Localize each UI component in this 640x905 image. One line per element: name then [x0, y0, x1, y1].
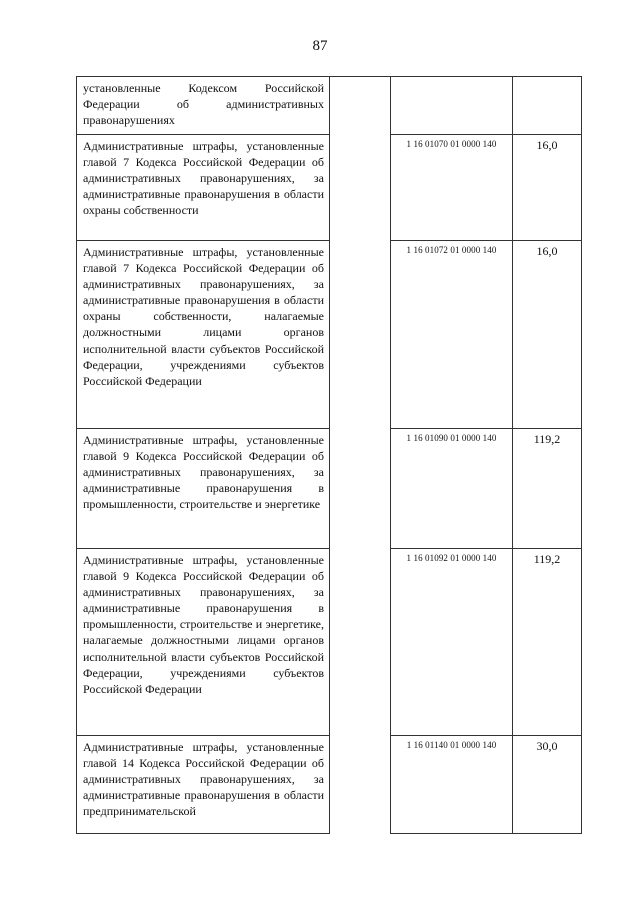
- revenue-amount: [513, 77, 582, 135]
- revenue-amount: 16,0: [513, 241, 582, 429]
- revenue-name: Административные штрафы, установленные главой 9 Кодекса Российской Федерации об административных правонарушениях, за административные правонарушения в промышленности, строительстве и энергетике, налагаемые должностными лицами органов исполнительной власти субъектов Российской Федерации, учреждениями субъектов Российской Федерации: [83, 553, 324, 696]
- page-number: 87: [312, 38, 328, 54]
- revenue-code: 1 16 01092 01 0000 140: [391, 549, 513, 736]
- revenue-name: Административные штрафы, установленные главой 7 Кодекса Российской Федерации об административных правонарушениях, за административные правонарушения в области охраны собственности, налагаемые должностными лицами органов исполнительной власти субъектов Российской Федерации, учреждениями субъектов Российской Федерации: [83, 245, 324, 388]
- blank-cell: [330, 77, 391, 135]
- revenue-name: Административные штрафы, установленные главой 9 Кодекса Российской Федерации об административных правонарушениях, за административные правонарушения в промышленности, строительстве и энергетике: [83, 433, 324, 512]
- blank-cell: [330, 135, 391, 241]
- revenue-name-cell: [77, 736, 330, 834]
- blank-cell: [330, 241, 391, 429]
- revenue-code: [391, 77, 513, 135]
- revenue-name-cell: [77, 429, 330, 549]
- revenue-amount: 119,2: [513, 429, 582, 549]
- table-row: [77, 549, 582, 736]
- table-row: [77, 736, 582, 834]
- blank-cell: [330, 429, 391, 549]
- table-row: [77, 77, 582, 135]
- revenue-code: 1 16 01072 01 0000 140: [391, 241, 513, 429]
- blank-cell: [330, 549, 391, 736]
- revenue-name: Административные штрафы, установленные главой 7 Кодекса Российской Федерации об административных правонарушениях, за административные правонарушения в области охраны собственности: [83, 139, 324, 218]
- revenue-amount: 119,2: [513, 549, 582, 736]
- revenue-name-cell: [77, 549, 330, 736]
- revenue-code: 1 16 01140 01 0000 140: [391, 736, 513, 834]
- revenue-name-cell: [77, 77, 330, 135]
- blank-cell: [330, 736, 391, 834]
- revenue-amount: 16,0: [513, 135, 582, 241]
- revenue-code: 1 16 01070 01 0000 140: [391, 135, 513, 241]
- revenue-name: установленные Кодексом Российской Федерации об административных правонарушениях: [83, 81, 324, 128]
- revenue-table: [76, 76, 582, 834]
- table-row: [77, 241, 582, 429]
- revenue-amount: 30,0: [513, 736, 582, 834]
- table-row: [77, 135, 582, 241]
- revenue-name: Административные штрафы, установленные главой 14 Кодекса Российской Федерации об административных правонарушениях, за административные правонарушения в области предпринимательской: [83, 740, 324, 819]
- table-row: [77, 429, 582, 549]
- revenue-name-cell: [77, 135, 330, 241]
- revenue-name-cell: [77, 241, 330, 429]
- revenue-code: 1 16 01090 01 0000 140: [391, 429, 513, 549]
